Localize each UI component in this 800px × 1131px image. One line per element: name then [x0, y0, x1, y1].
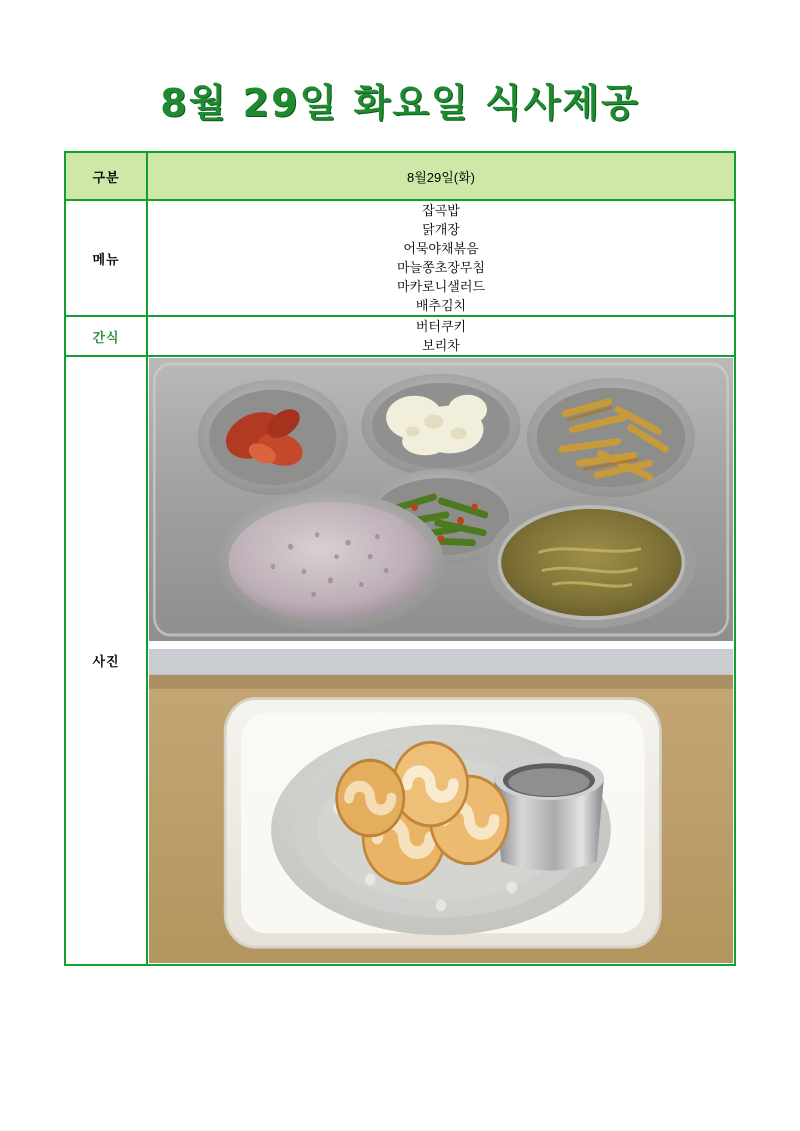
lunch-tray-image [149, 358, 733, 641]
snack-item: 버터쿠키 [415, 319, 467, 334]
snack-image [149, 649, 733, 963]
table-row-snack [65, 316, 735, 356]
row-label-menu: 메뉴 [65, 200, 147, 316]
menu-item: 잡곡밥 [422, 203, 460, 218]
table-row-division [65, 152, 735, 200]
snack-item: 보리차 [422, 338, 460, 353]
page-title: 8월 29일 화요일 식사제공 [160, 81, 640, 125]
menu-item: 마카로니샐러드 [397, 279, 485, 294]
photo-cell [147, 356, 735, 965]
row-label-photo: 사진 [65, 356, 147, 965]
date-cell: 8월29일(화) [147, 152, 735, 200]
snack-photo [148, 648, 734, 964]
menu-item: 마늘쫑초장무침 [397, 260, 485, 275]
snack-cell [147, 316, 735, 356]
menu-item: 어묵야채볶음 [403, 241, 479, 256]
lunch-tray-photo [148, 357, 734, 642]
table-row-photos [65, 356, 735, 965]
table-row-menu [65, 200, 735, 316]
row-label-snack: 간식 [65, 316, 147, 356]
row-label-division: 구분 [65, 152, 147, 200]
meal-table [64, 151, 736, 966]
menu-cell [147, 200, 735, 316]
menu-item: 배추김치 [415, 298, 467, 313]
menu-item: 닭개장 [422, 222, 460, 237]
